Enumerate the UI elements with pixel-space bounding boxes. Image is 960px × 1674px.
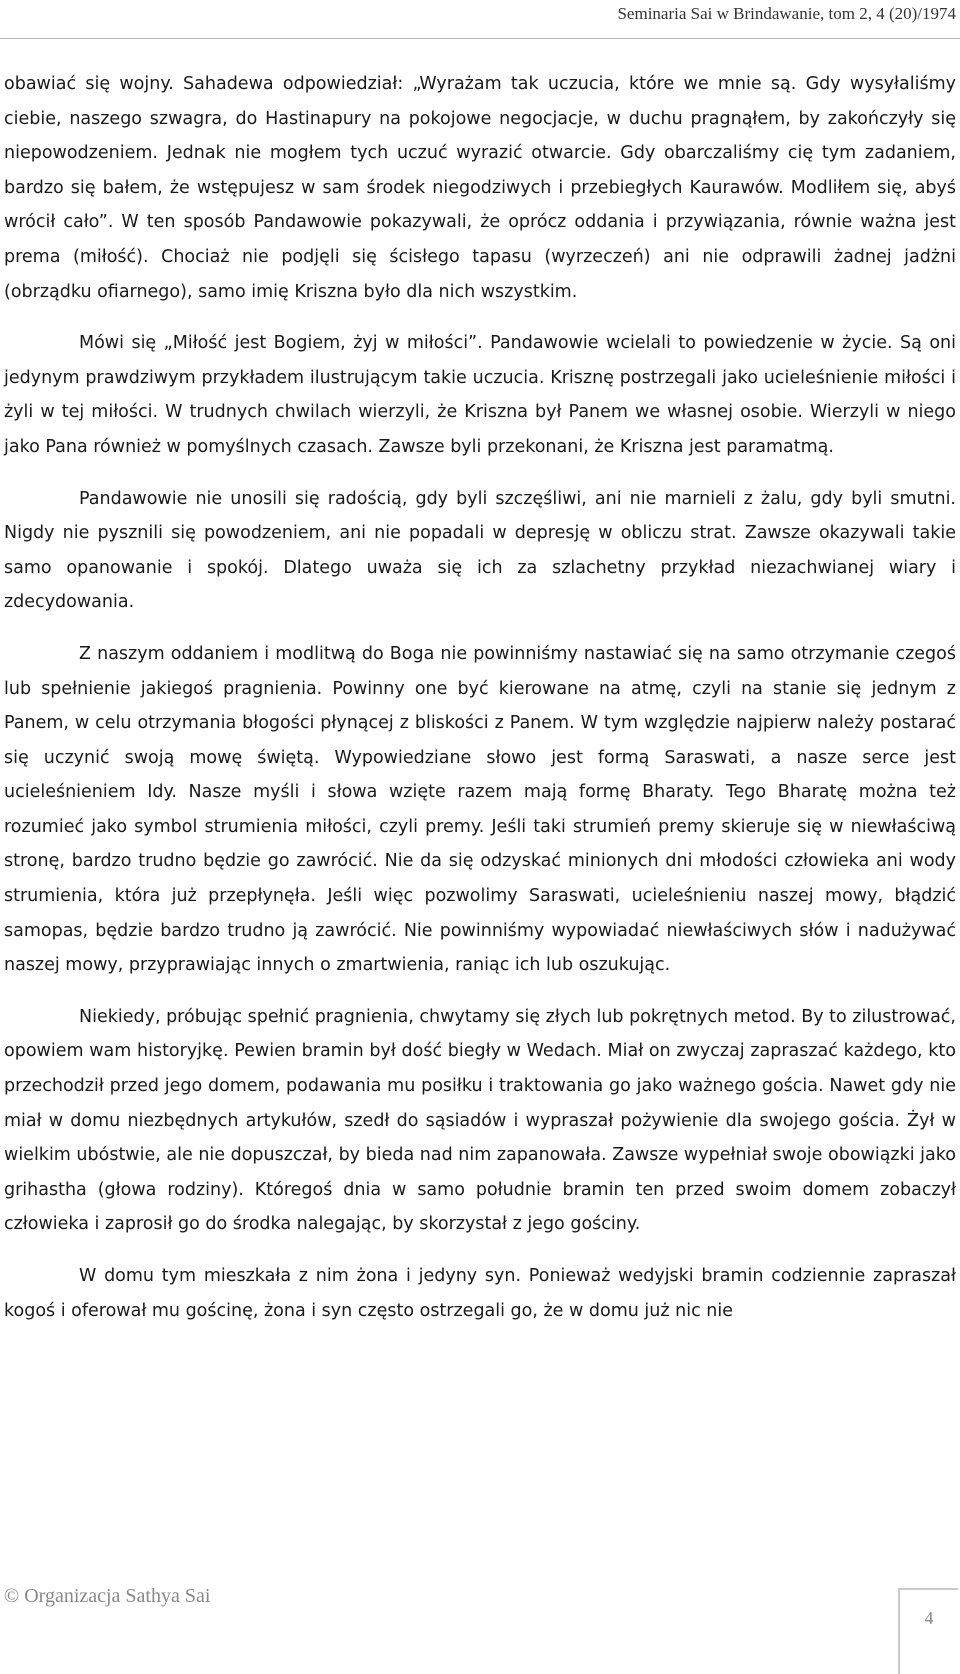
paragraph-1: obawiać się wojny. Sahadewa odpowiedział: „Wyrażam tak uczucia, które we mnie są. Gdy wysyłaliśmy ciebie, naszego szwagra, do Hastinapury na pokojowe negocjacje, w duchu pragnąłem, by zakończyły się niepowodzeniem. Jednak nie mogłem tych uczuć wyrazić otwarcie. Gdy obarczaliśmy cię tym zadaniem, bardzo się bałem, że wstępujesz w sam środek niegodziwych i przebiegłych Kaurawów. Modliłem się, abyś wrócił cało”. W ten sposób Pandawowie pokazywali, że oprócz oddania i przywiązania, równie ważna jest prema (miłość). Chociaż nie podjęli się ścisłego tapasu (wyrzeczeń) ani nie odprawili żadnej jadżni (obrządku ofiarnego), samo imię Kriszna było dla nich wszystkim. bbox=[4, 74, 956, 302]
document-body bbox=[4, 67, 956, 1345]
paragraph-3: Pandawowie nie unosili się radością, gdy byli szczęśliwi, ani nie marnieli z żalu, gdy byli smutni. Nigdy nie pysznili się powodzeniem, ani nie popadali w depresję w obliczu strat. Zawsze okazywali takie samo opanowanie i spokój. Dlatego uważa się ich za szlachetny przykład niezachwianej wiary i zdecydowania. bbox=[4, 488, 956, 613]
page-number-box bbox=[898, 1588, 958, 1674]
paragraph-4: Z naszym oddaniem i modlitwą do Boga nie powinniśmy nastawiać się na samo otrzymanie czegoś lub spełnienie jakiegoś pragnienia. Powinny one być kierowane na atmę, czyli na stanie się jednym z Panem, w celu otrzymania błogości płynącej z bliskości z Panem. W tym względzie najpierw należy postarać się uczynić swoją mowę świętą. Wypowiedziane słowo jest formą Saraswati, a nasze serce jest ucieleśnieniem Idy. Nasze myśli i słowa wzięte razem mają formę Bharaty. Tego Bharatę można też rozumieć jako symbol strumienia miłości, czyli premy. Jeśli taki strumień premy skieruje się w niewłaściwą stronę, bardzo trudno będzie go zawrócić. Nie da się odzyskać minionych dni młodości człowieka ani wody strumienia, która już przepłynęła. Jeśli więc pozwolimy Saraswati, ucieleśnieniu naszej mowy, błądzić samopas, będzie bardzo trudno ją zawrócić. Nie powinniśmy wypowiadać niewłaściwych słów i nadużywać naszej mowy, przyprawiając innych o zmartwienia, raniąc ich lub oszukując. bbox=[4, 643, 956, 976]
header-divider bbox=[0, 38, 960, 39]
footer-copyright: © Organizacja Sathya Sai bbox=[4, 1585, 211, 1607]
paragraph-2: Mówi się „Miłość jest Bogiem, żyj w miłości”. Pandawowie wcielali to powiedzenie w życie. Są oni jedynym prawdziwym przykładem ilustrującym takie uczucia. Krisznę postrzegali jako ucieleśnienie miłości i żyli w tej miłości. W trudnych chwilach wierzyli, że Kriszna był Panem we własnej osobie. Wierzyli w niego jako Pana również w pomyślnych czasach. Zawsze byli przekonani, że Kriszna jest paramatmą. bbox=[4, 333, 956, 457]
paragraph-6: W domu tym mieszkała z nim żona i jedyny syn. Ponieważ wedyjski bramin codziennie zapraszał kogoś i oferował mu gościnę, żona i syn często ostrzegali go, że w domu już nic nie bbox=[4, 1266, 956, 1321]
page-number: 4 bbox=[924, 1608, 934, 1628]
running-header: Seminaria Sai w Brindawanie, tom 2, 4 (20)/1974 bbox=[617, 4, 956, 23]
paragraph-5: Niekiedy, próbując spełnić pragnienia, chwytamy się złych lub pokrętnych metod. By to zilustrować, opowiem wam historyjkę. Pewien bramin był dość biegły w Wedach. Miał on zwyczaj zapraszać każdego, kto przechodził przed jego domem, podawania mu posiłku i traktowania go jako ważnego gościa. Nawet gdy nie miał w domu niezbędnych artykułów, szedł do sąsiadów i wypraszał pożywienie dla swojego gościa. Żył w wielkim ubóstwie, ale nie dopuszczał, by bieda nad nim zapanowała. Zawsze wypełniał swoje obowiązki jako grihastha (głowa rodziny). Któregoś dnia w samo południe bramin ten przed swoim domem zobaczył człowieka i zaprosił go do środka nalegając, by skorzystał z jego gościny. bbox=[4, 1006, 956, 1235]
